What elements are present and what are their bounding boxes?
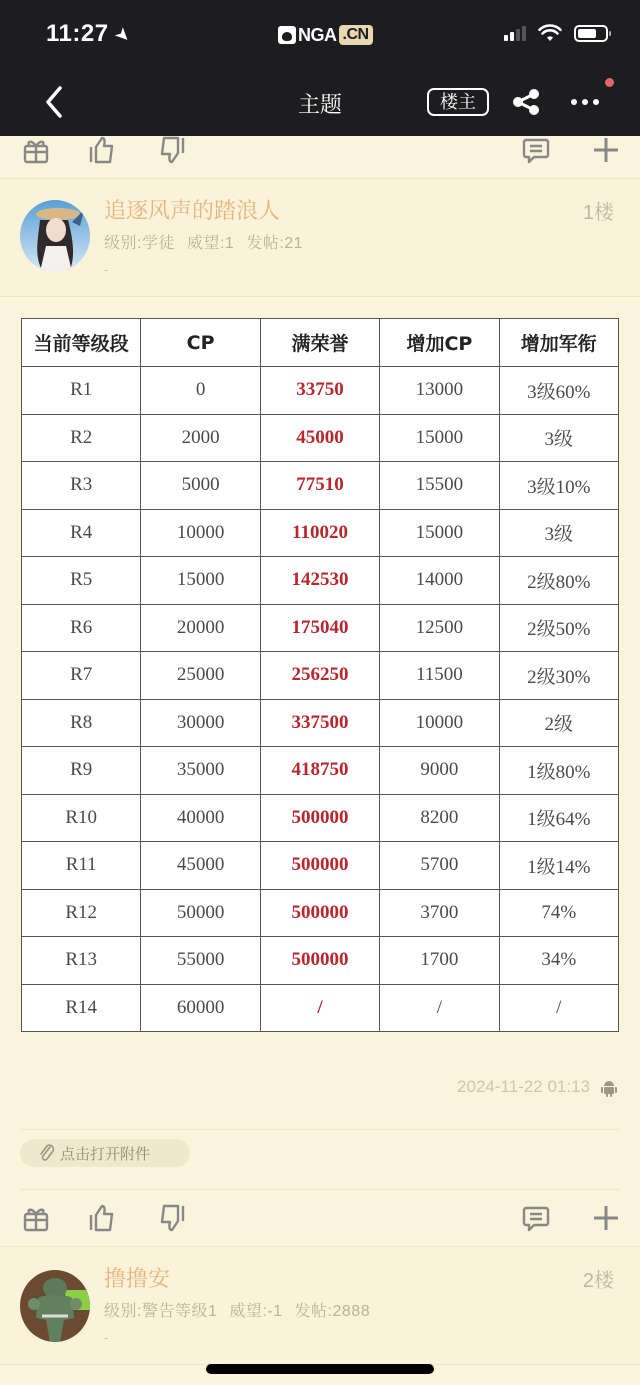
- cp-cell: 40000: [141, 794, 260, 842]
- add-cp-cell: 8200: [380, 794, 499, 842]
- add-cp-cell: 15000: [380, 509, 499, 557]
- add-rank-cell: 2级80%: [499, 557, 618, 605]
- add-cp-cell: 9000: [380, 747, 499, 795]
- table-row: [22, 937, 619, 985]
- add-cp-cell: 13000: [380, 367, 499, 415]
- signature: -: [104, 262, 109, 277]
- android-icon: [599, 1078, 619, 1098]
- divider: [20, 1129, 620, 1130]
- thumbs-down-icon[interactable]: [156, 134, 188, 166]
- post-action-bar-1: [0, 1198, 640, 1242]
- plus-icon[interactable]: [590, 1202, 622, 1234]
- rank-cell: R11: [22, 842, 141, 890]
- full-honor-cell: 418750: [260, 747, 379, 795]
- attachment-label: 点击打开附件: [60, 1145, 151, 1163]
- add-rank-cell: 3级10%: [499, 462, 618, 510]
- full-honor-cell: 256250: [260, 652, 379, 700]
- status-time: [46, 20, 136, 48]
- gift-icon[interactable]: [20, 1202, 52, 1234]
- rank-cell: R5: [22, 557, 141, 605]
- add-cp-cell: /: [380, 984, 499, 1032]
- add-cp-cell: 15500: [380, 462, 499, 510]
- cp-cell: 60000: [141, 984, 260, 1032]
- clock: 11:27: [46, 20, 109, 47]
- paperclip-icon: [38, 1144, 56, 1162]
- col-header: 满荣誉: [260, 319, 379, 367]
- rank-table: [21, 318, 619, 1032]
- full-honor-cell: 77510: [260, 462, 379, 510]
- table-row: [22, 414, 619, 462]
- op-only-button[interactable]: 楼主: [427, 88, 489, 116]
- cp-cell: 25000: [141, 652, 260, 700]
- plus-icon[interactable]: [590, 134, 622, 166]
- logo-suffix: .CN: [339, 25, 373, 45]
- add-rank-cell: 74%: [499, 889, 618, 937]
- add-rank-cell: 2级30%: [499, 652, 618, 700]
- full-honor-cell: 500000: [260, 937, 379, 985]
- col-header: CP: [141, 319, 260, 367]
- divider: [0, 296, 640, 297]
- rank-cell: R10: [22, 794, 141, 842]
- user-prestige: 威望:-1: [229, 1303, 283, 1320]
- add-rank-cell: 2级: [499, 699, 618, 747]
- add-rank-cell: 1级14%: [499, 842, 618, 890]
- cp-cell: 45000: [141, 842, 260, 890]
- full-honor-cell: /: [260, 984, 379, 1032]
- location-arrow-icon: ➤: [110, 22, 136, 48]
- divider: [20, 1189, 620, 1190]
- cp-cell: 55000: [141, 937, 260, 985]
- table-row: [22, 794, 619, 842]
- rank-cell: R2: [22, 414, 141, 462]
- user-post-count: 发帖:21: [246, 235, 304, 252]
- back-icon[interactable]: [40, 82, 70, 122]
- rank-cell: R7: [22, 652, 141, 700]
- rank-cell: R9: [22, 747, 141, 795]
- post-header-2: [0, 1248, 640, 1364]
- add-cp-cell: 5700: [380, 842, 499, 890]
- full-honor-cell: 500000: [260, 889, 379, 937]
- add-cp-cell: 14000: [380, 557, 499, 605]
- rank-cell: R14: [22, 984, 141, 1032]
- add-cp-cell: 15000: [380, 414, 499, 462]
- avatar[interactable]: [20, 1270, 90, 1342]
- open-attachment-button[interactable]: [20, 1139, 190, 1167]
- post-header-1: [0, 180, 640, 296]
- table-row: [22, 842, 619, 890]
- full-honor-cell: 175040: [260, 604, 379, 652]
- rank-cell: R12: [22, 889, 141, 937]
- thumbs-up-icon[interactable]: [86, 134, 118, 166]
- table-row: [22, 889, 619, 937]
- post-action-bar-0: [0, 130, 640, 174]
- add-cp-cell: 1700: [380, 937, 499, 985]
- add-rank-cell: 34%: [499, 937, 618, 985]
- divider: [0, 178, 640, 179]
- divider: [0, 1246, 640, 1247]
- full-honor-cell: 33750: [260, 367, 379, 415]
- col-header: 增加军衔: [499, 319, 618, 367]
- table-row: [22, 747, 619, 795]
- username[interactable]: 追逐风声的踏浪人: [104, 198, 281, 223]
- add-rank-cell: 3级: [499, 509, 618, 557]
- table-row: [22, 699, 619, 747]
- add-cp-cell: 3700: [380, 889, 499, 937]
- post-timestamp: 2024-11-22 01:13: [457, 1077, 590, 1096]
- full-honor-cell: 142530: [260, 557, 379, 605]
- table-row: [22, 604, 619, 652]
- avatar[interactable]: [20, 200, 90, 272]
- floor-number: 2楼: [582, 1270, 614, 1292]
- table-row: [22, 652, 619, 700]
- cp-cell: 5000: [141, 462, 260, 510]
- full-honor-cell: 110020: [260, 509, 379, 557]
- user-post-count: 发帖:2888: [294, 1303, 371, 1320]
- full-honor-cell: 500000: [260, 794, 379, 842]
- user-info: [104, 1298, 382, 1321]
- paw-icon: [278, 26, 296, 44]
- full-honor-cell: 500000: [260, 842, 379, 890]
- table-row: [22, 462, 619, 510]
- signature: -: [104, 1330, 109, 1345]
- add-rank-cell: /: [499, 984, 618, 1032]
- signal-icon: [504, 25, 526, 41]
- logo-text: NGA: [298, 24, 337, 45]
- rank-cell: R8: [22, 699, 141, 747]
- nga-logo: [278, 24, 373, 46]
- rank-cell: R4: [22, 509, 141, 557]
- table-header-row: [22, 319, 619, 367]
- status-indicators: [504, 24, 608, 42]
- page-title: 主题: [297, 92, 342, 117]
- user-info: [104, 230, 315, 253]
- cp-cell: 15000: [141, 557, 260, 605]
- rank-cell: R13: [22, 937, 141, 985]
- full-honor-cell: 45000: [260, 414, 379, 462]
- cp-cell: 50000: [141, 889, 260, 937]
- add-rank-cell: 3级: [499, 414, 618, 462]
- wifi-icon: [538, 24, 562, 42]
- comment-icon[interactable]: [520, 134, 552, 166]
- rank-cell: R1: [22, 367, 141, 415]
- cp-cell: 35000: [141, 747, 260, 795]
- add-rank-cell: 1级80%: [499, 747, 618, 795]
- thumbs-down-icon[interactable]: [156, 1202, 188, 1234]
- rank-cell: R3: [22, 462, 141, 510]
- cp-cell: 30000: [141, 699, 260, 747]
- cp-cell: 20000: [141, 604, 260, 652]
- add-cp-cell: 11500: [380, 652, 499, 700]
- table-row: [22, 367, 619, 415]
- more-icon[interactable]: [568, 90, 602, 114]
- floor-number: 1楼: [582, 202, 614, 224]
- gift-icon[interactable]: [20, 134, 52, 166]
- cp-cell: 0: [141, 367, 260, 415]
- col-header: 当前等级段: [22, 319, 141, 367]
- cp-cell: 2000: [141, 414, 260, 462]
- full-honor-cell: 337500: [260, 699, 379, 747]
- comment-icon[interactable]: [520, 1202, 552, 1234]
- rank-cell: R6: [22, 604, 141, 652]
- battery-icon: [574, 25, 608, 42]
- rank-table-image[interactable]: [21, 318, 619, 1032]
- add-cp-cell: 12500: [380, 604, 499, 652]
- top-bar: [0, 0, 640, 136]
- table-row: [22, 509, 619, 557]
- user-level: 级别:学徒: [104, 235, 175, 252]
- cp-cell: 10000: [141, 509, 260, 557]
- share-icon[interactable]: [510, 88, 542, 116]
- home-indicator[interactable]: [206, 1364, 434, 1374]
- username[interactable]: 撸撸安: [104, 1266, 171, 1291]
- thumbs-up-icon[interactable]: [86, 1202, 118, 1234]
- user-prestige: 威望:1: [186, 235, 235, 252]
- add-rank-cell: 2级50%: [499, 604, 618, 652]
- col-header: 增加CP: [380, 319, 499, 367]
- add-cp-cell: 10000: [380, 699, 499, 747]
- notification-dot: [605, 78, 614, 87]
- add-rank-cell: 1级64%: [499, 794, 618, 842]
- table-row: [22, 557, 619, 605]
- user-level: 级别:警告等级1: [104, 1303, 218, 1320]
- table-row: [22, 984, 619, 1032]
- add-rank-cell: 3级60%: [499, 367, 618, 415]
